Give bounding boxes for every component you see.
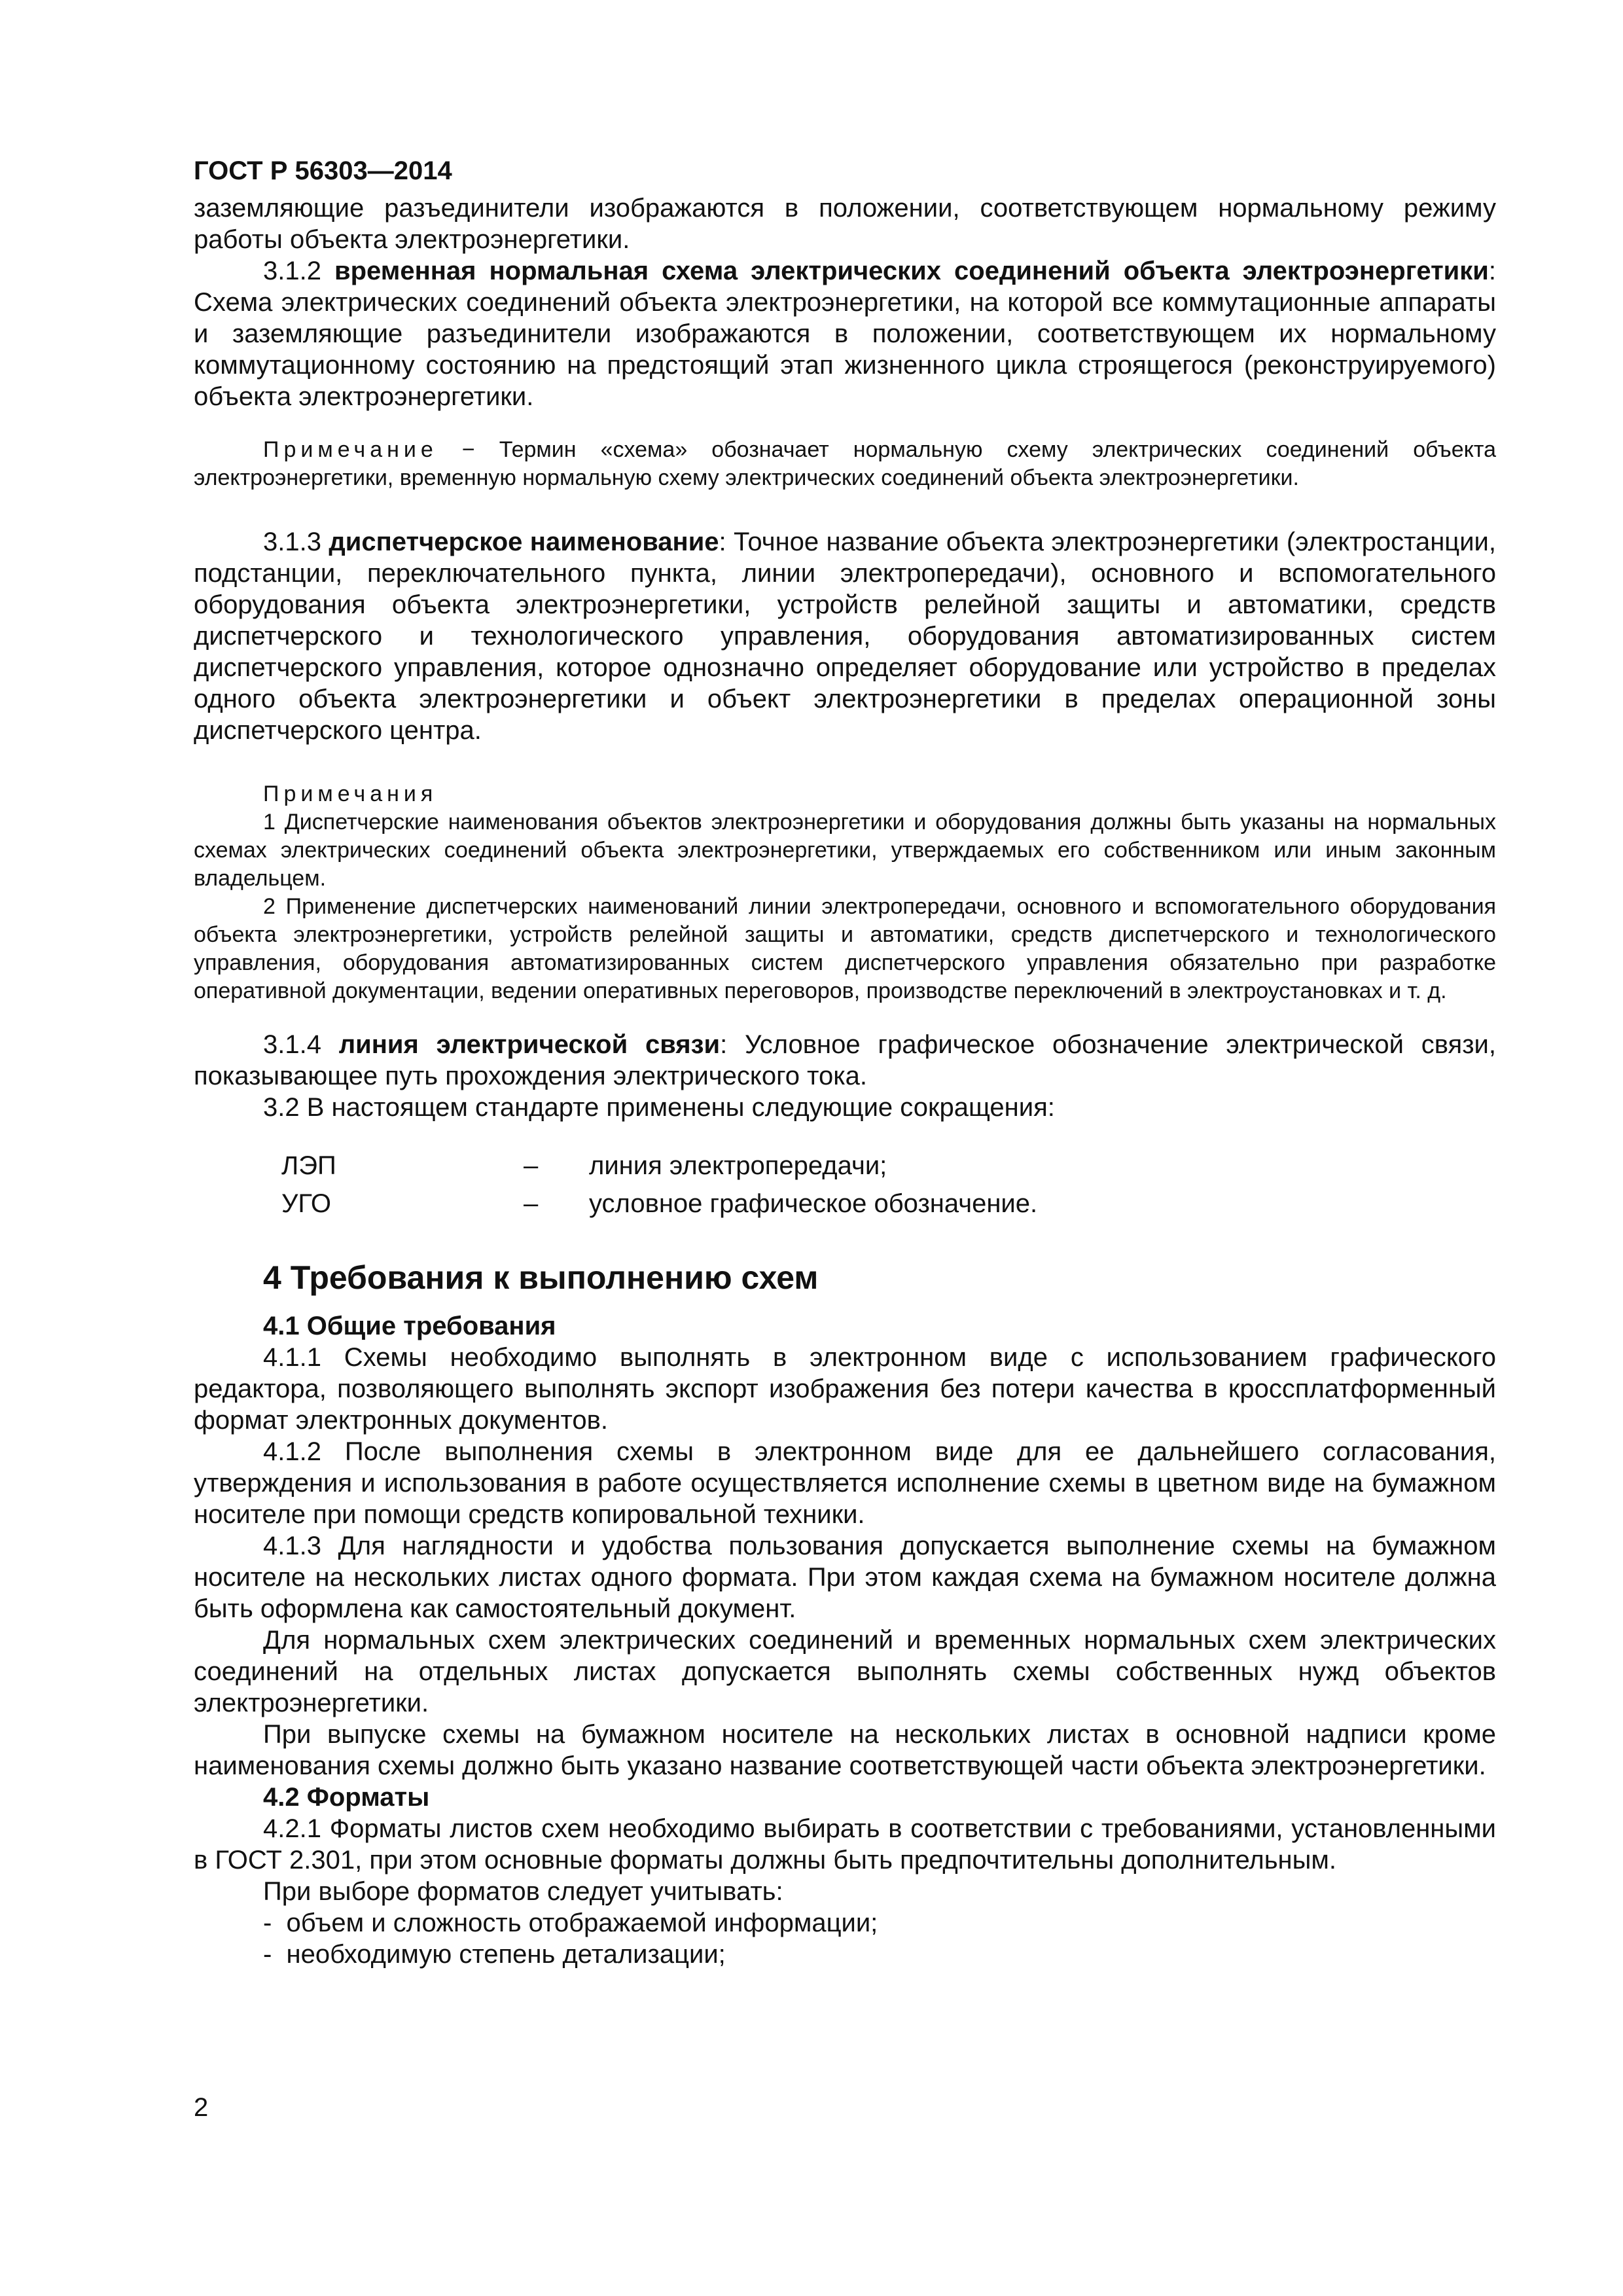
definition-number: 3.1.3 (263, 528, 329, 556)
note-item: 2 Применение диспетчерских наименований линии электропередачи, основного и вспомогательного оборудования объекта электроэнергетики, устройств релейной защиты и автоматики, средств диспетчерского и технологического управления, оборудования автоматизированных систем диспетчерского управления обязательно при разработке оперативной документации, ведении оперативных переговоров, производстве переключений в электроустановках и т. д. (194, 894, 1496, 1003)
subsection-4-1-heading: 4.1 Общие требования (263, 1312, 556, 1340)
paragraph-4-1-3: 4.1.3 Для наглядности и удобства пользования допускается выполнение схемы на бумажном носителе на нескольких листах одного формата. При этом каждая схема на бумажном носителе должна быть оформлена как самостоятельный документ. (194, 1532, 1496, 1623)
abbreviation-term: ЛЭП (281, 1151, 336, 1180)
abbreviation-term: УГО (281, 1189, 331, 1218)
paragraph-4-1-2: 4.1.2 После выполнения схемы в электронном виде для ее дальнейшего согласования, утверждения и использования в работе осуществляется исполнение схемы в цветном виде на бумажном носителе при помощи средств копировальной техники. (194, 1437, 1496, 1529)
abbreviation-row (281, 1185, 1037, 1223)
abbreviations-table (281, 1147, 1037, 1223)
paragraph-continued: заземляющие разъединители изображаются в положении, соответствующем нормальному режиму работы объекта электроэнергетики. (194, 194, 1496, 254)
definition-term: временная нормальная схема электрических соединений объекта электроэнергетики (334, 257, 1489, 285)
definition-number: 3.1.2 (263, 257, 334, 285)
format-considerations-list (194, 1907, 1496, 1970)
note-item: 1 Диспетчерские наименования объектов электроэнергетики и оборудования должны быть указаны на нормальных схемах электрических соединений объекта электроэнергетики, утверждаемых его собственником или иным законным владельцем. (194, 810, 1496, 891)
notes-title: Примечания (263, 781, 438, 806)
note-label: Примечание (263, 437, 438, 462)
definition-3-1-3 (194, 526, 1496, 746)
page-number: 2 (194, 2093, 209, 2122)
note-1 (194, 436, 1496, 492)
note-text: − Термин «схема» обозначает нормальную схему электрических соединений объекта электроэнергетики, временную нормальную схему электрических соединений объекта электроэнергетики. (194, 437, 1496, 490)
paragraph-4-1-3-b: Для нормальных схем электрических соединений и временных нормальных схем электрических соединений на отдельных листах допускается выполнять схемы собственных нужд объектов электроэнергетики. (194, 1626, 1496, 1717)
definition-3-1-4 (194, 1029, 1496, 1092)
subsection-4-2-heading: 4.2 Форматы (263, 1783, 430, 1812)
definition-3-1-2 (194, 255, 1496, 412)
definition-text: : Схема электрических соединений объекта электроэнергетики, на которой все коммутационные аппараты и заземляющие разъединители изображаются в положении, соответствующем их нормальному коммутационному состоянию на предстоящий этап жизненного цикла строящегося (реконструируемого) объекта электроэнергетики. (194, 257, 1496, 411)
document-code: ГОСТ Р 56303—2014 (194, 156, 452, 185)
abbreviation-dash: – (524, 1189, 539, 1218)
definition-number: 3.1.4 (263, 1030, 339, 1059)
section-4-heading: 4 Требования к выполнению схем (263, 1259, 819, 1296)
abbreviation-definition: условное графическое обозначение. (589, 1189, 1038, 1218)
definition-term: диспетчерское наименование (329, 528, 719, 556)
paragraph-3-2: 3.2 В настоящем стандарте применены следующие сокращения: (263, 1093, 1055, 1122)
list-item: - необходимую степень детализации; (263, 1939, 1496, 1970)
paragraph-4-2-1: 4.2.1 Форматы листов схем необходимо выбирать в соответствии с требованиями, установленными в ГОСТ 2.301, при этом основные форматы должны быть предпочтительны дополнительным. (194, 1814, 1496, 1874)
list-item: - объем и сложность отображаемой информации; (263, 1907, 1496, 1939)
paragraph-4-1-3-c: При выпуске схемы на бумажном носителе на нескольких листах в основной надписи кроме наименования схемы должно быть указано название соответствующей части объекта электроэнергетики. (194, 1720, 1496, 1780)
page-content (194, 154, 1496, 1970)
abbreviation-row (281, 1147, 1037, 1185)
definition-text: : Точное название объекта электроэнергетики (электростанции, подстанции, переключательного пункта, линии электропередачи), основного и вспомогательного оборудования объекта электроэнергетики, устройств релейной защиты и автоматики, средств диспетчерского и технологического управления, оборудования автоматизированных систем диспетчерского управления, которое однозначно определяет оборудование или устройство в пределах одного объекта электроэнергетики и объект электроэнергетики в пределах операционной зоны диспетчерского центра. (194, 528, 1497, 745)
paragraph-4-1-1: 4.1.1 Схемы необходимо выполнять в электронном виде с использованием графического редактора, позволяющего выполнять экспорт изображения без потери качества в кроссплатформенный формат электронных документов. (194, 1343, 1496, 1435)
definition-text: : Условное графическое обозначение электрической связи, показывающее путь прохождения электрического тока. (194, 1030, 1496, 1090)
abbreviation-dash: – (524, 1151, 539, 1180)
abbreviation-definition: линия электропередачи; (589, 1151, 887, 1180)
paragraph-4-2-1-b: При выборе форматов следует учитывать: (263, 1877, 783, 1906)
definition-term: линия электрической связи (338, 1030, 721, 1059)
